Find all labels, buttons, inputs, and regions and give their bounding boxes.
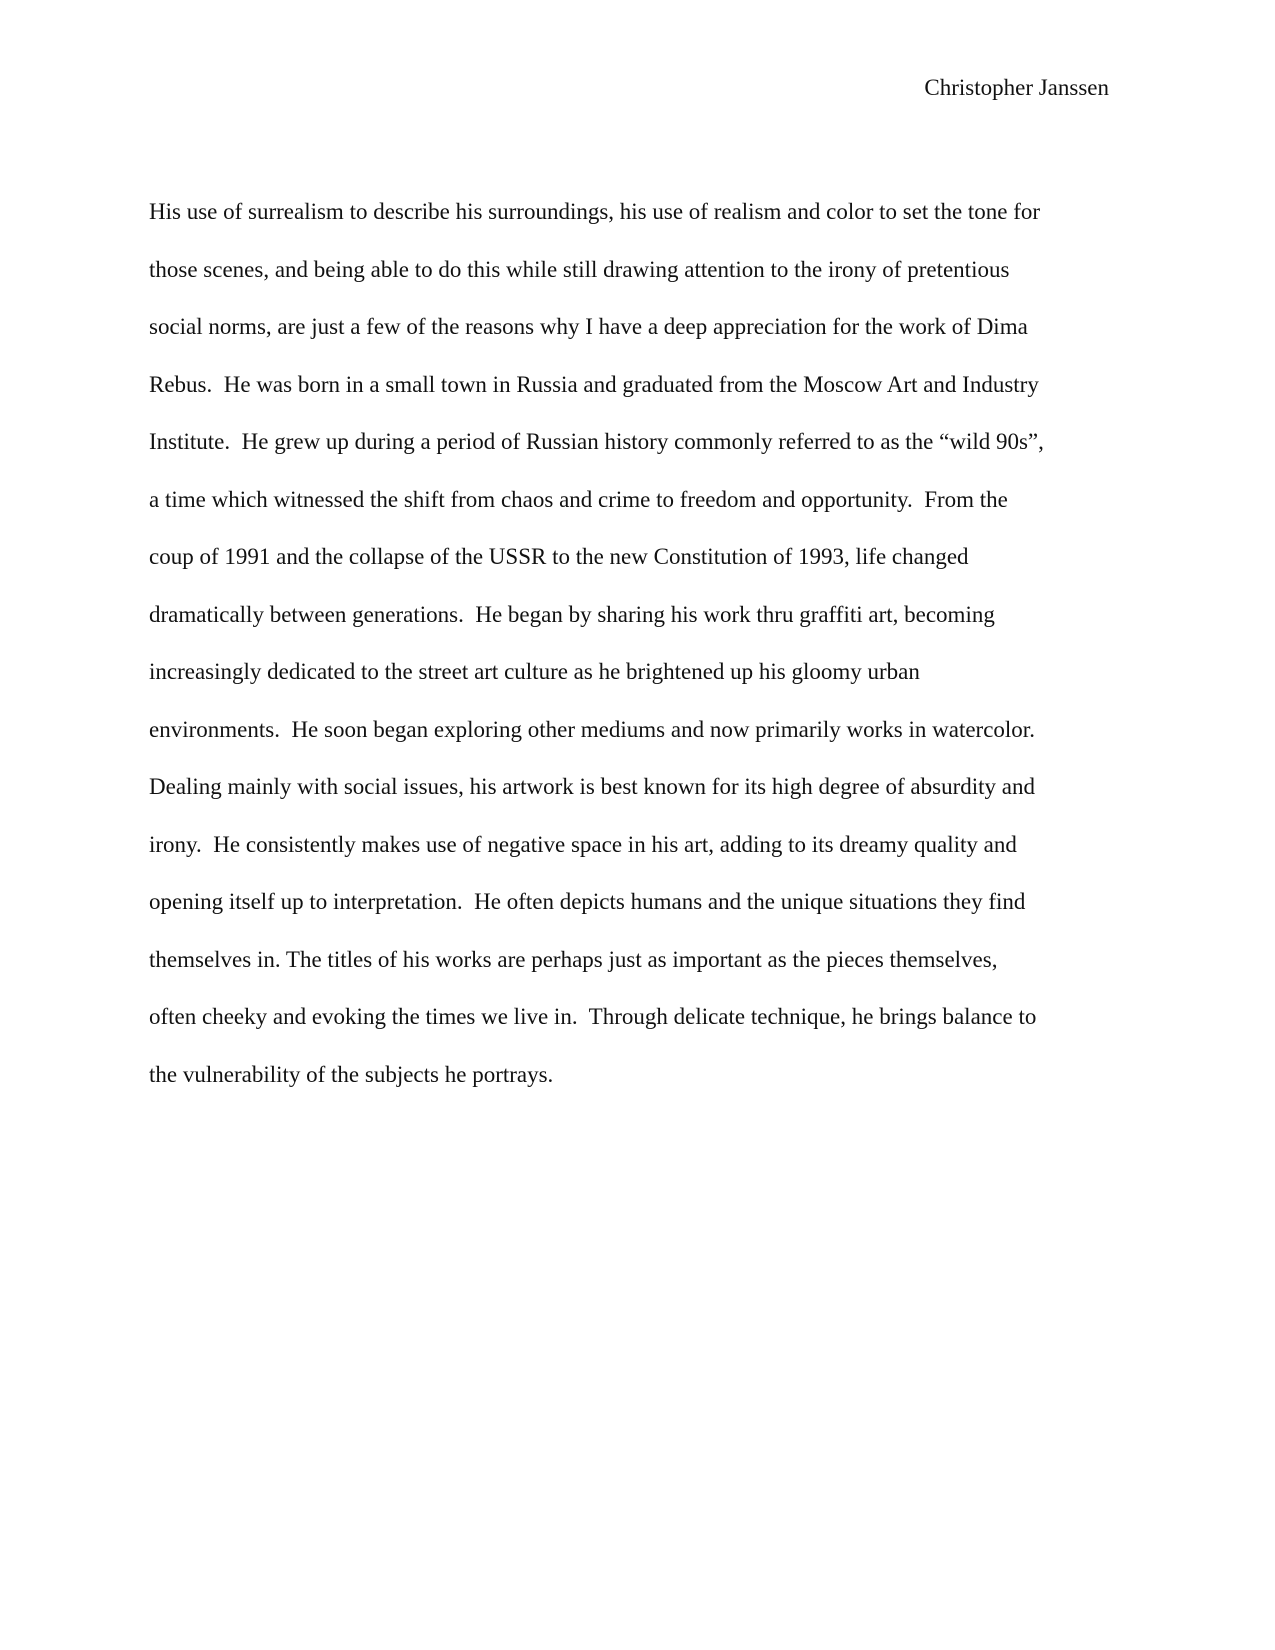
paragraph-line: social norms, are just a few of the reasons why I have a deep appreciation for the work of Dima	[149, 314, 1028, 339]
paragraph-line: dramatically between generations. He began by sharing his work thru graffiti art, becoming	[149, 601, 995, 627]
paragraph-line: irony. He consistently makes use of negative space in his art, adding to its dreamy quality and	[149, 831, 1017, 857]
paragraph-line: Dealing mainly with social issues, his artwork is best known for its high degree of absurdity and	[149, 774, 1035, 799]
paragraph-line: opening itself up to interpretation. He often depicts humans and the unique situations they find	[149, 889, 1026, 914]
paragraph-line: environments. He soon began exploring other mediums and now primarily works in watercolor.	[149, 716, 1035, 742]
paragraph-line: increasingly dedicated to the street art culture as he brightened up his gloomy urban	[149, 659, 920, 684]
body-paragraph	[149, 198, 1129, 1118]
paragraph-line: Rebus. He was born in a small town in Russia and graduated from the Moscow Art and Industry	[149, 371, 1039, 397]
paragraph-line: often cheeky and evoking the times we live in. Through delicate technique, he brings balance to	[149, 1004, 1037, 1029]
paragraph-line: coup of 1991 and the collapse of the USSR to the new Constitution of 1993, life changed	[149, 544, 969, 569]
paragraph-line: Institute. He grew up during a period of Russian history commonly referred to as the “wild 90s”,	[149, 429, 1044, 454]
paragraph-line: a time which witnessed the shift from chaos and crime to freedom and opportunity. From the	[149, 486, 1008, 512]
paragraph-line: those scenes, and being able to do this while still drawing attention to the irony of pretentious	[149, 256, 1010, 282]
paragraph-line: themselves in. The titles of his works are perhaps just as important as the pieces themselves,	[149, 946, 998, 972]
author-name-header: Christopher Janssen	[924, 75, 1109, 100]
paragraph-line: His use of surrealism to describe his surroundings, his use of realism and color to set the tone for	[149, 199, 1041, 224]
paragraph-line: the vulnerability of the subjects he portrays.	[149, 1061, 554, 1087]
